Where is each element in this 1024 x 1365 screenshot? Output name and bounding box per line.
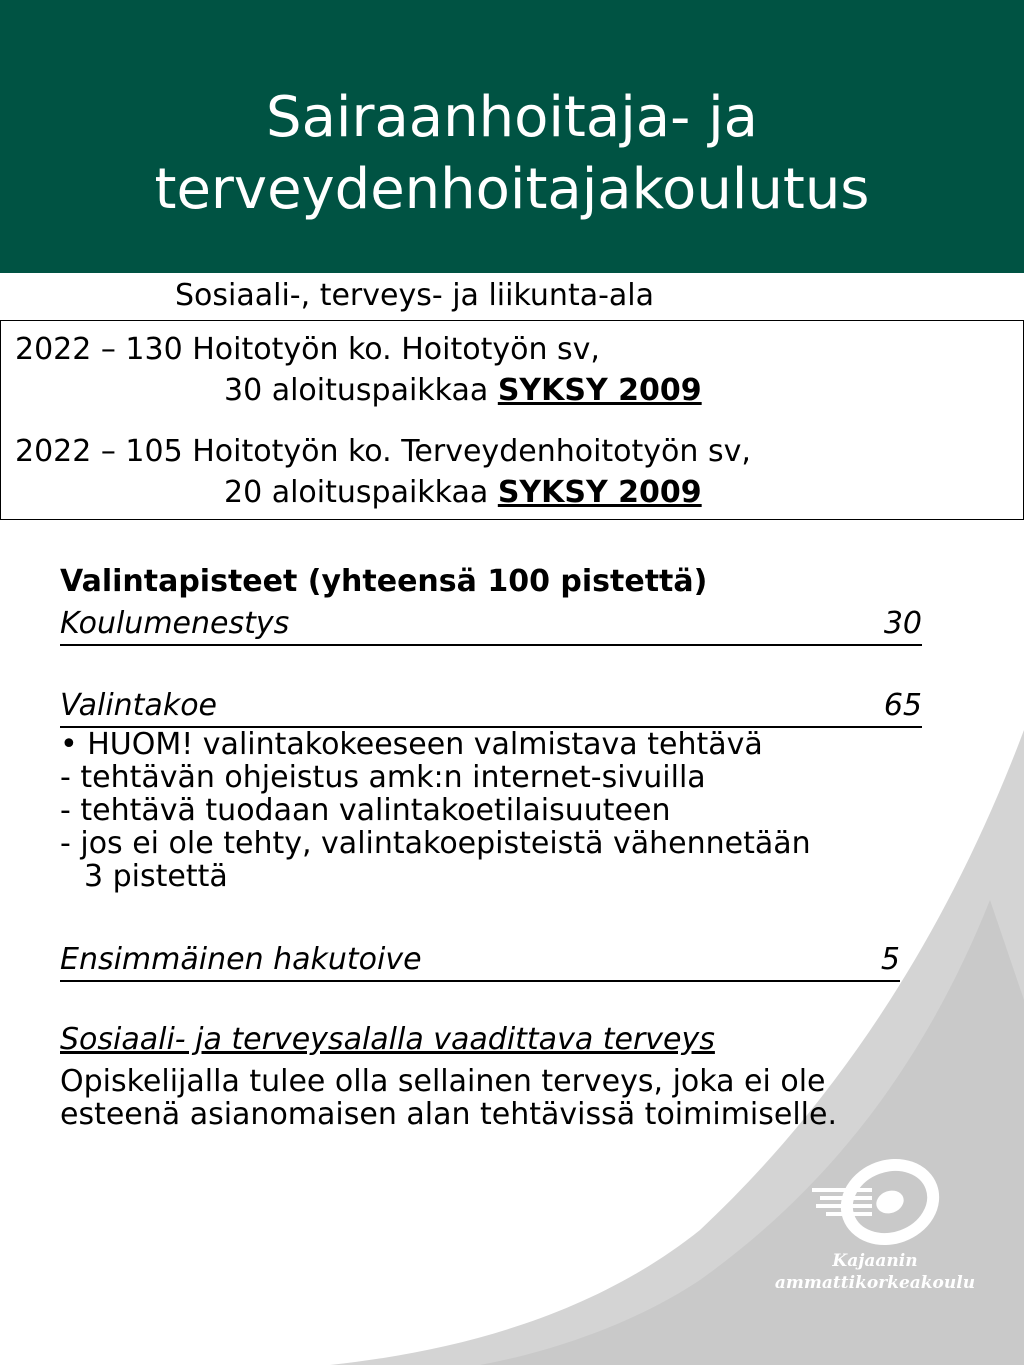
header-banner (0, 0, 1024, 273)
requirement-line: esteenä asianomaisen alan tehtävissä toimimiselle. (60, 1097, 837, 1132)
page-title (0, 82, 1024, 226)
logo-line-1: Kajaanin (832, 1251, 918, 1271)
title-line-2: terveydenhoitajakoulutus (154, 157, 870, 222)
note-line: • HUOM! valintakokeeseen valmistava tehtävä (60, 727, 763, 762)
note-line: - tehtävä tuodaan valintakoetilaisuuteen (60, 793, 671, 828)
note-line: 3 pistettä (84, 859, 228, 894)
note-line: - jos ei ole tehty, valintakoepisteistä vähennetään (60, 826, 811, 861)
kamk-logo (770, 1158, 980, 1298)
logo-text (770, 1250, 980, 1294)
program-code-line: 2022 – 105 Hoitotyön ko. Terveydenhoitotyön sv, (15, 434, 751, 469)
field-subtitle: Sosiaali-, terveys- ja liikunta-ala (175, 278, 655, 313)
health-requirement-title: Sosiaali- ja terveysalalla vaadittava terveys (60, 1022, 715, 1057)
title-line-1: Sairaanhoitaja- ja (266, 85, 758, 150)
health-requirement-text (60, 1065, 837, 1131)
program-item (15, 329, 702, 411)
criterion-points: 30 (883, 606, 922, 641)
program-seats: 30 aloituspaikkaa (224, 373, 498, 408)
criterion-label: Koulumenestys (60, 606, 290, 641)
criterion-points: 5 (880, 942, 900, 977)
program-seats-line (15, 370, 702, 411)
program-seats: 20 aloituspaikkaa (224, 475, 498, 510)
kajaani-amk-logo-icon (770, 1158, 980, 1250)
program-code-line: 2022 – 130 Hoitotyön ko. Hoitotyön sv, (15, 332, 600, 367)
program-term: SYKSY 2009 (497, 475, 702, 510)
note-line: - tehtävän ohjeistus amk:n internet-sivuilla (60, 760, 706, 795)
criterion-label: Ensimmäinen hakutoive (60, 942, 422, 977)
criterion-row (60, 604, 922, 646)
criterion-row (60, 940, 900, 982)
program-term: SYKSY 2009 (497, 373, 702, 408)
programs-box (0, 320, 1024, 520)
program-item (15, 431, 751, 513)
selection-title: Valintapisteet (yhteensä 100 pistettä) (60, 564, 708, 599)
logo-line-2: ammattikorkeakoulu (774, 1273, 976, 1293)
criterion-points: 65 (883, 688, 922, 723)
program-seats-line (15, 472, 751, 513)
criterion-row (60, 686, 922, 728)
criterion-label: Valintakoe (60, 688, 218, 723)
requirement-line: Opiskelijalla tulee olla sellainen terveys, joka ei ole (60, 1064, 826, 1099)
exam-notes (60, 728, 811, 893)
